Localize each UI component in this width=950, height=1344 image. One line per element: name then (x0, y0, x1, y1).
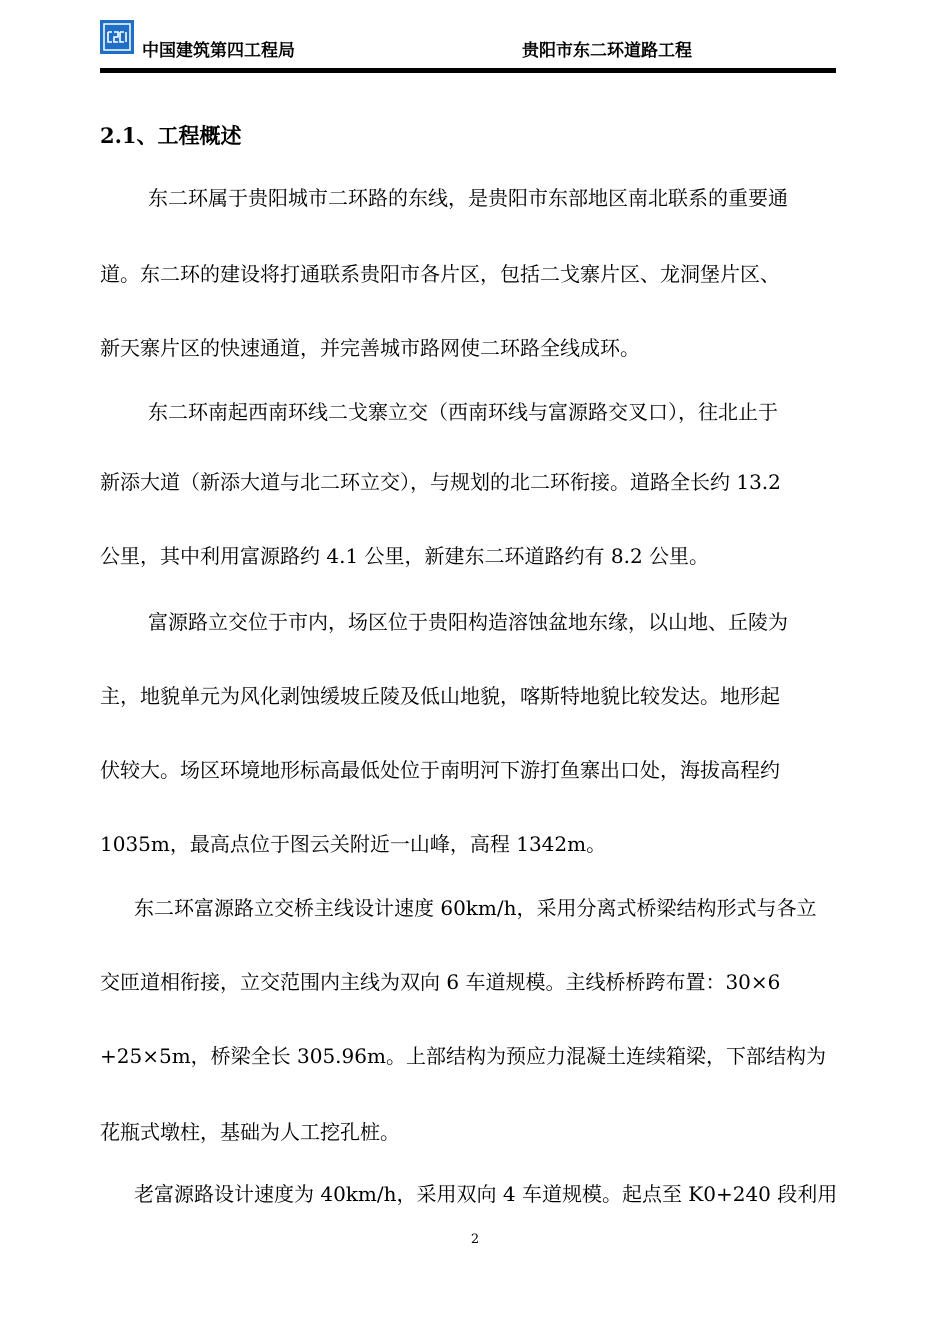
body-line: 主，地貌单元为风化剥蚀缓坡丘陵及低山地貌，喀斯特地貌比较发达。地形起 (100, 684, 780, 708)
body-line: +25×5m，桥梁全长 305.96m。上部结构为预应力混凝土连续箱梁，下部结构为 (100, 1044, 826, 1068)
company-logo (100, 20, 134, 54)
body-line: 新天寨片区的快速通道，并完善城市路网使二环路全线成环。 (100, 336, 640, 360)
cscec-logo-icon (100, 20, 134, 54)
body-line: 1035m，最高点位于图云关附近一山峰，高程 1342m。 (100, 832, 607, 856)
body-line: 富源路立交位于市内，场区位于贵阳构造溶蚀盆地东缘，以山地、丘陵为 (148, 610, 788, 634)
body-line: 老富源路设计速度为 40km/h，采用双向 4 车道规模。起点至 K0+240 段利用 (134, 1182, 838, 1206)
body-line: 伏较大。场区环境地形标高最低处位于南明河下游打鱼寨出口处，海拔高程约 (100, 758, 780, 782)
page-header (100, 16, 836, 70)
body-line: 东二环富源路立交桥主线设计速度 60km/h，采用分离式桥梁结构形式与各立 (134, 896, 817, 920)
header-company-name: 中国建筑第四工程局 (142, 41, 295, 61)
header-divider (100, 68, 836, 73)
body-line: 东二环南起西南环线二戈寨立交（西南环线与富源路交叉口），往北止于 (148, 400, 778, 424)
page-number: 2 (470, 1232, 480, 1247)
body-line: 道。东二环的建设将打通联系贵阳市各片区，包括二戈寨片区、龙洞堡片区、 (100, 262, 780, 286)
body-line: 交匝道相衔接，立交范围内主线为双向 6 车道规模。主线桥桥跨布置：30×6 (100, 970, 781, 994)
body-line: 东二环属于贵阳城市二环路的东线，是贵阳市东部地区南北联系的重要通 (148, 186, 788, 210)
body-line: 花瓶式墩柱，基础为人工挖孔桩。 (100, 1120, 400, 1144)
header-project-name: 贵阳市东二环道路工程 (522, 41, 692, 61)
body-line: 新添大道（新添大道与北二环立交），与规划的北二环衔接。道路全长约 13.2 (100, 470, 781, 494)
body-line: 公里，其中利用富源路约 4.1 公里，新建东二环道路约有 8.2 公里。 (100, 544, 710, 568)
section-title: 2.1、工程概述 (100, 123, 242, 148)
